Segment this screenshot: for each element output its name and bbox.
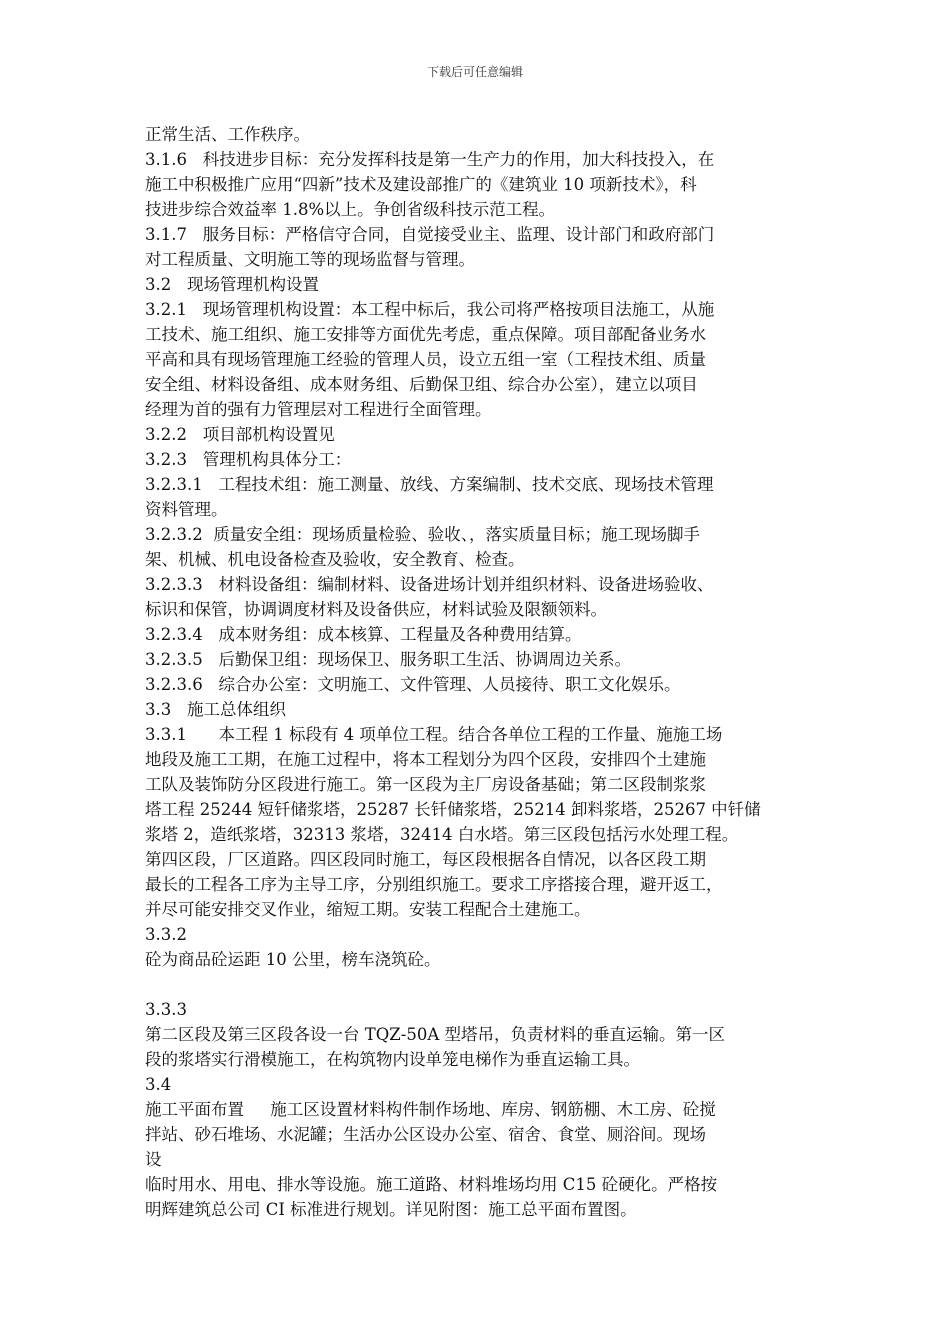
text-line: 3.2.3.1 工程技术组：施工测量、放线、方案编制、技术交底、现场技术管理	[145, 475, 714, 494]
text-line: 3.2.3.2 质量安全组：现场质量检验、验收、，落实质量目标；施工现场脚手	[145, 525, 700, 544]
text-line: 施工平面布置 施工区设置材料构件制作场地、库房、钢筋棚、木工房、砼搅	[145, 1100, 716, 1119]
text-line: 技进步综合效益率 1.8%以上。争创省级科技示范工程。	[145, 200, 556, 219]
blank-line	[145, 972, 820, 997]
text-line: 3.3.1 本工程 1 标段有 4 项单位工程。结合各单位工程的工作量、施施工场	[145, 725, 723, 744]
text-line: 第二区段及第三区段各设一台 TQZ-50A 型塔吊，负责材料的垂直运输。第一区	[145, 1025, 725, 1044]
text-line: 平高和具有现场管理施工经验的管理人员，设立五组一室（工程技术组、质量	[145, 350, 706, 369]
text-line: 资料管理。	[145, 500, 228, 519]
text-line: 正常生活、工作秩序。	[145, 125, 310, 144]
text-line: 施工中积极推广应用“四新”技术及建设部推广的《建筑业 10 项新技术》，科	[145, 175, 697, 194]
page-header: 下载后可任意编辑	[426, 65, 523, 79]
text-line: 3.2.3.3 材料设备组：编制材料、设备进场计划并组织材料、设备进场验收、	[145, 575, 714, 594]
text-line: 浆塔 2，造纸浆塔，32313 浆塔，32414 白水塔。第三区段包括污水处理工程。	[145, 825, 739, 844]
text-line: 3.3.3	[145, 1000, 187, 1019]
section-heading: 3.3 施工总体组织	[145, 700, 286, 719]
text-line: 最长的工程各工序为主导工序，分别组织施工。要求工序搭接合理，避开返工，	[145, 875, 723, 894]
text-line: 第四区段，厂区道路。四区段同时施工，每区段根据各自情况，以各区段工期	[145, 850, 706, 869]
text-line: 3.2.3.5 后勤保卫组：现场保卫、服务职工生活、协调周边关系。	[145, 650, 631, 669]
text-line: 设	[145, 1150, 162, 1169]
text-line: 砼为商品砼运距 10 公里，榜车浇筑砼。	[145, 950, 441, 969]
text-line: 工队及装饰防分区段进行施工。第一区段为主厂房设备基础；第二区段制浆浆	[145, 775, 706, 794]
text-line: 3.3.2	[145, 925, 187, 944]
text-line: 3.2.2 项目部机构设置见	[145, 425, 335, 444]
text-line: 3.2.3.6 综合办公室：文明施工、文件管理、人员接待、职工文化娱乐。	[145, 675, 681, 694]
text-line: 3.2.3.4 成本财务组：成本核算、工程量及各种费用结算。	[145, 625, 582, 644]
section-heading: 3.2 现场管理机构设置	[145, 275, 319, 294]
text-line: 安全组、材料设备组、成本财务组、后勤保卫组、综合办公室），建立以项目	[145, 375, 698, 394]
section-heading: 3.4	[145, 1075, 172, 1094]
text-line: 对工程质量、文明施工等的现场监督与管理。	[145, 250, 475, 269]
text-line: 临时用水、用电、排水等设施。施工道路、材料堆场均用 C15 砼硬化。严格按	[145, 1175, 718, 1194]
text-line: 塔工程 25244 短钎储浆塔，25287 长钎储浆塔，25214 卸料浆塔，25267 中钎储	[145, 800, 761, 819]
text-line: 3.2.1 现场管理机构设置：本工程中标后，我公司将严格按项目法施工，从施	[145, 300, 715, 319]
text-line: 3.1.7 服务目标：严格信守合同，自觉接受业主、监理、设计部门和政府部门	[145, 225, 715, 244]
text-line: 3.2.3 管理机构具体分工：	[145, 450, 352, 469]
document-body	[145, 122, 820, 1222]
text-line: 并尽可能安排交叉作业，缩短工期。安装工程配合土建施工。	[145, 900, 591, 919]
text-line: 经理为首的强有力管理层对工程进行全面管理。	[145, 400, 492, 419]
text-line: 地段及施工工期，在施工过程中，将本工程划分为四个区段，安排四个土建施	[145, 750, 706, 769]
text-line: 明辉建筑总公司 CI 标准进行规划。详见附图：施工总平面布置图。	[145, 1200, 637, 1219]
text-line: 段的浆塔实行滑模施工，在构筑物内设单笼电梯作为垂直运输工具。	[145, 1050, 640, 1069]
text-line: 架、机械、机电设备检查及验收，安全教育、检查。	[145, 550, 525, 569]
text-line: 拌站、砂石堆场、水泥罐；生活办公区设办公室、宿舍、食堂、厕浴间。现场	[145, 1125, 706, 1144]
text-line: 工技术、施工组织、施工安排等方面优先考虑，重点保障。项目部配备业务水	[145, 325, 706, 344]
text-line: 标识和保管，协调调度材料及设备供应，材料试验及限额领料。	[145, 600, 607, 619]
text-line: 3.1.6 科技进步目标：充分发挥科技是第一生产力的作用，加大科技投入，在	[145, 150, 715, 169]
